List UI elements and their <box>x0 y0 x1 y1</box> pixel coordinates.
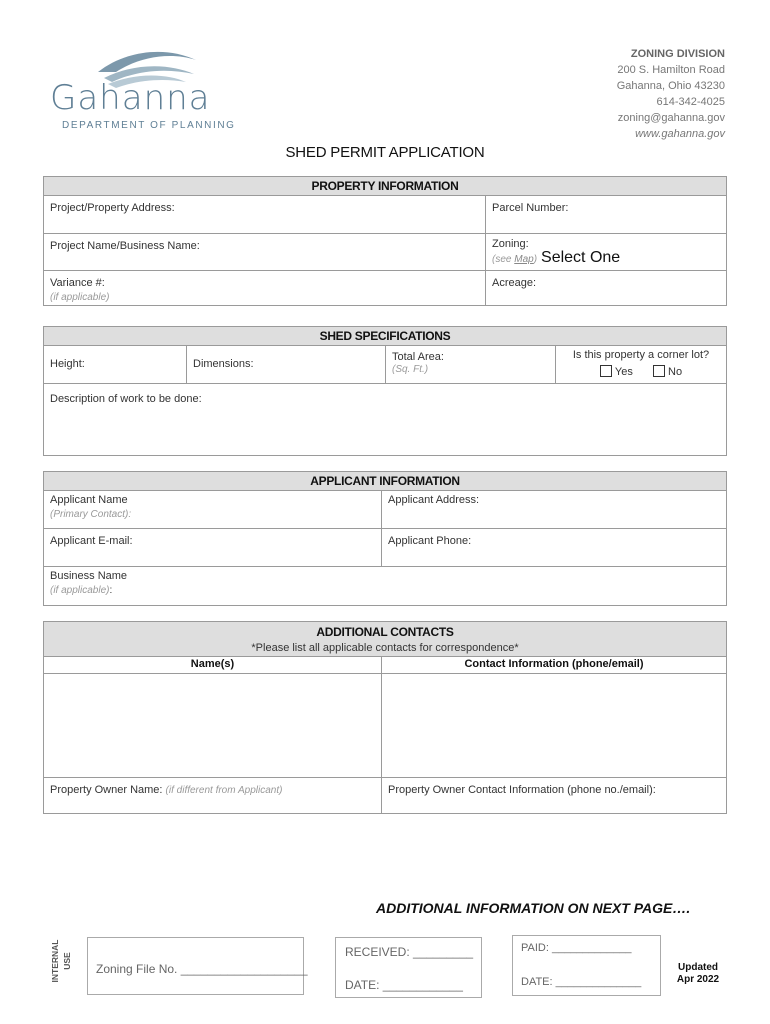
corner-lot-options <box>562 365 720 378</box>
project-name-label: Project Name/Business Name: <box>50 240 200 252</box>
business-name-field[interactable] <box>44 567 726 605</box>
zoning-label: Zoning: <box>492 238 529 250</box>
total-area-hint: (Sq. Ft.) <box>392 364 429 375</box>
corner-lot-no-checkbox[interactable] <box>653 365 665 377</box>
applicant-address-label: Applicant Address: <box>388 494 480 506</box>
division-email[interactable]: zoning@gahanna.gov <box>617 112 725 124</box>
total-area-label: Total Area: <box>392 351 444 363</box>
zoning-hint-suffix: ) <box>533 254 538 265</box>
property-row-project <box>44 234 726 271</box>
acreage-field[interactable] <box>485 271 726 305</box>
zoning-select[interactable]: Select One <box>541 249 621 266</box>
zoning-hint-prefix: (see <box>492 254 515 265</box>
applicant-row-contact <box>44 529 726 567</box>
internal-use-label <box>50 938 80 988</box>
division-address2: Gahanna, Ohio 43230 <box>616 80 725 92</box>
owner-name-hint: (if different from Applicant) <box>165 785 283 796</box>
applicant-name-label: Applicant Name <box>50 494 128 506</box>
description-field[interactable] <box>44 384 726 455</box>
additional-contacts-heading-block <box>44 622 726 657</box>
property-row-address <box>44 196 726 234</box>
additional-contacts-subheading: *Please list all applicable contacts for correspondence* <box>251 642 519 654</box>
updated-date-note <box>672 962 724 986</box>
variance-label: Variance #: <box>50 277 105 289</box>
acreage-label: Acreage: <box>492 277 537 289</box>
paid-field[interactable]: PAID: _____________ <box>521 942 632 954</box>
zoning-file-box <box>87 937 308 995</box>
property-row-variance <box>44 271 726 305</box>
zoning-map-link[interactable]: Map <box>514 254 534 265</box>
variance-field[interactable] <box>44 271 485 305</box>
business-name-hint: (if applicable) <box>50 585 110 596</box>
received-field[interactable]: RECEIVED: _________ <box>345 945 474 959</box>
corner-lot-no-label: No <box>668 366 683 378</box>
project-name-field[interactable] <box>44 234 485 270</box>
owner-contact-label: Property Owner Contact Information (phone no./email): <box>388 784 656 796</box>
updated-line2: Apr 2022 <box>676 974 720 985</box>
applicant-row-business <box>44 567 726 605</box>
owner-contact-field[interactable] <box>381 778 726 813</box>
business-name-hint-line <box>50 585 720 596</box>
property-address-label: Project/Property Address: <box>50 202 175 214</box>
property-address-field[interactable] <box>44 196 485 233</box>
corner-lot-field <box>555 346 726 383</box>
owner-row <box>44 778 726 813</box>
received-box <box>335 937 482 998</box>
applicant-phone-field[interactable] <box>381 529 726 566</box>
height-label: Height: <box>50 358 85 370</box>
business-name-label: Business Name <box>50 570 128 582</box>
applicant-information-heading: APPLICANT INFORMATION <box>44 472 726 491</box>
zoning-file-number-field[interactable]: Zoning File No. ___________________ <box>96 962 308 976</box>
description-label: Description of work to be done: <box>50 393 202 405</box>
additional-info-notice: ADDITIONAL INFORMATION ON NEXT PAGE…. <box>376 900 691 916</box>
corner-lot-question: Is this property a corner lot? <box>572 349 710 361</box>
applicant-information-table <box>43 471 727 606</box>
parcel-number-label: Parcel Number: <box>492 202 569 214</box>
owner-name-label: Property Owner Name: <box>50 784 163 796</box>
applicant-address-field[interactable] <box>381 491 726 528</box>
contacts-column-headers <box>44 657 726 674</box>
paid-date-field[interactable]: DATE: ______________ <box>521 976 642 988</box>
applicant-row-name <box>44 491 726 529</box>
variance-hint: (if applicable) <box>50 292 110 303</box>
paid-box <box>512 935 661 996</box>
applicant-email-label: Applicant E-mail: <box>50 535 133 547</box>
received-date-field[interactable]: DATE: ____________ <box>345 978 463 992</box>
contacts-names-area[interactable] <box>44 674 381 777</box>
owner-name-field[interactable] <box>44 778 381 813</box>
division-contact-block <box>617 46 725 142</box>
property-information-heading: PROPERTY INFORMATION <box>44 177 726 196</box>
dimensions-label: Dimensions: <box>193 358 254 370</box>
applicant-email-field[interactable] <box>44 529 381 566</box>
additional-contacts-table <box>43 621 727 814</box>
updated-line1: Updated <box>678 962 718 973</box>
dimensions-field[interactable] <box>186 346 385 383</box>
contacts-entry-row <box>44 674 726 778</box>
zoning-field[interactable] <box>485 234 726 270</box>
shed-row-measurements <box>44 346 726 384</box>
height-field[interactable] <box>44 346 186 383</box>
division-address1: 200 S. Hamilton Road <box>617 64 725 76</box>
contacts-info-area[interactable] <box>381 674 726 777</box>
applicant-phone-label: Applicant Phone: <box>388 535 472 547</box>
logo-name: Gahanna <box>50 78 211 118</box>
total-area-field[interactable] <box>385 346 555 383</box>
shed-row-description <box>44 384 726 455</box>
corner-lot-yes-label: Yes <box>614 366 633 378</box>
contacts-col-contact: Contact Information (phone/email) <box>381 657 726 673</box>
contacts-col-names: Name(s) <box>190 658 235 670</box>
internal-use-line1: INTERNAL <box>50 939 60 983</box>
shed-specifications-heading: SHED SPECIFICATIONS <box>44 327 726 346</box>
zoning-hint <box>492 249 720 267</box>
parcel-number-field[interactable] <box>485 196 726 233</box>
logo-department: DEPARTMENT OF PLANNING <box>62 120 236 131</box>
division-website[interactable]: www.gahanna.gov <box>635 128 725 140</box>
property-information-table <box>43 176 727 306</box>
corner-lot-yes-checkbox[interactable] <box>600 365 612 377</box>
division-phone: 614-342-4025 <box>656 96 725 108</box>
division-title: ZONING DIVISION <box>630 48 725 60</box>
applicant-name-field[interactable] <box>44 491 381 528</box>
internal-use-line2: USE <box>62 952 72 970</box>
additional-contacts-heading: ADDITIONAL CONTACTS <box>316 625 454 639</box>
shed-specifications-table <box>43 326 727 456</box>
applicant-name-hint: (Primary Contact): <box>50 509 132 520</box>
business-name-hint-colon: : <box>109 585 113 596</box>
page-title: SHED PERMIT APPLICATION <box>285 144 485 161</box>
